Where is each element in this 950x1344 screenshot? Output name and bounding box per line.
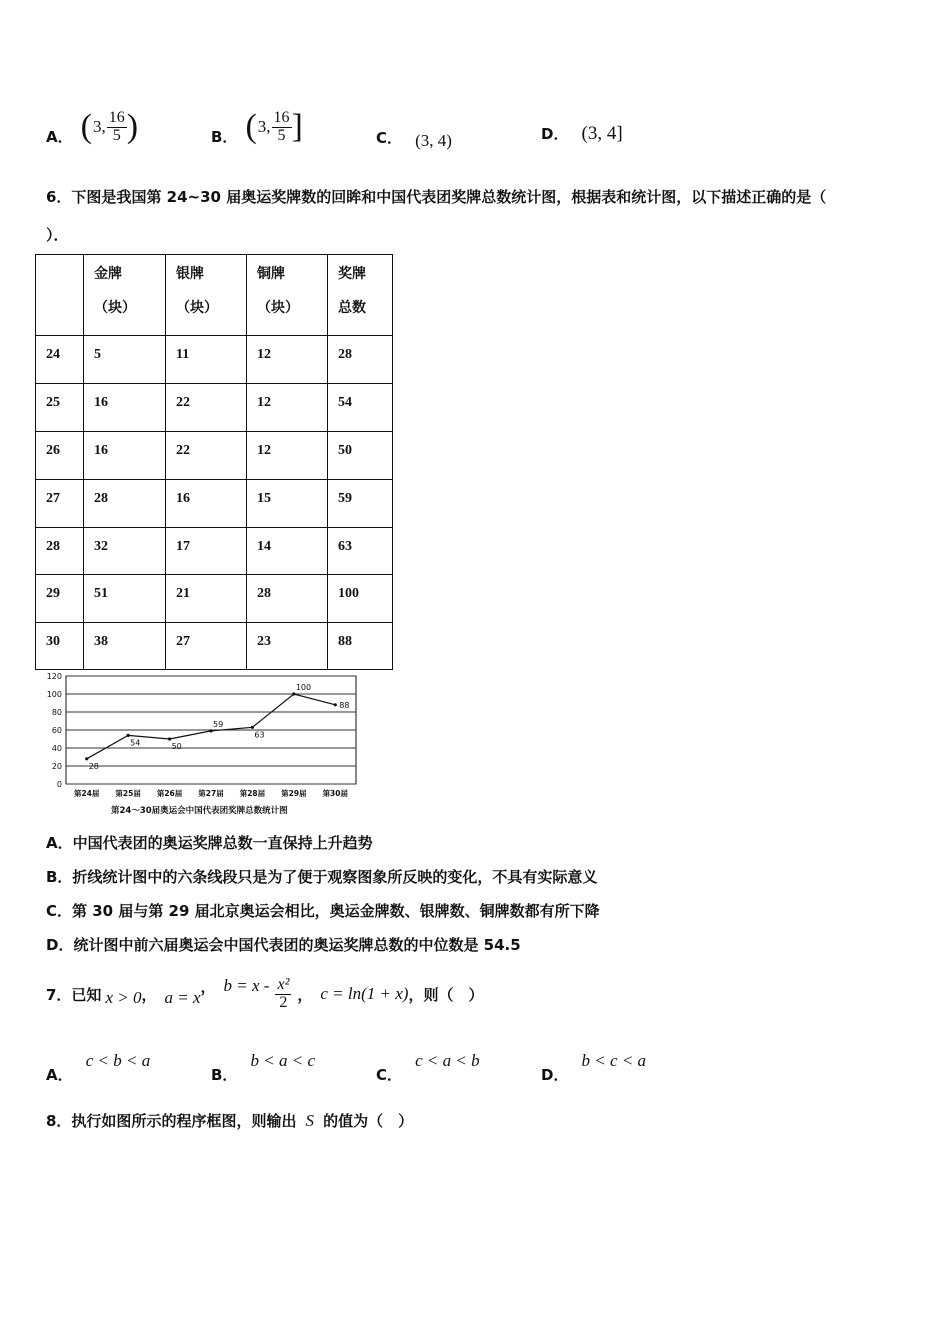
chart-x-ticks — [74, 788, 349, 798]
x-tick-label: 第27届 — [198, 789, 224, 798]
data-label: 59 — [213, 719, 224, 729]
q5-option-d — [541, 123, 623, 145]
chart-title: 第24～30届奥运会中国代表团奖牌总数统计图 — [111, 806, 288, 816]
q5-option-b-open: ( — [245, 108, 257, 145]
q7-condition: x > 0 — [105, 988, 142, 1007]
table-row: 28 32 17 14 63 — [36, 528, 393, 575]
q7-option-b — [211, 1050, 316, 1084]
data-label: 54 — [130, 738, 141, 748]
q7-sep1: ， — [141, 985, 157, 1004]
data-label: 50 — [171, 742, 182, 751]
q7-sep3: ， — [297, 985, 313, 1004]
header-cell-total: 奖牌 总数 — [328, 255, 393, 336]
q8-suffix: 的值为（ ） — [323, 1112, 414, 1130]
q6-option-c: C．第 30 届与第 29 届北京奥运会相比，奥运金牌数、银牌数、铜牌数都有所下降 — [46, 902, 600, 920]
header-cell-bronze: 铜牌 （块） — [247, 255, 328, 336]
q5-option-b — [211, 104, 303, 150]
q5-option-b-close: ] — [291, 108, 303, 145]
medal-table — [35, 254, 393, 670]
q6-option-d: D．统计图中前六届奥运会中国代表团的奥运奖牌总数的中位数是 54.5 — [46, 936, 521, 954]
data-label: 63 — [254, 730, 265, 740]
data-point — [334, 703, 337, 706]
series-line — [87, 694, 336, 759]
medal-table-header — [36, 255, 393, 336]
medal-total-line-chart — [36, 670, 366, 820]
data-point — [127, 734, 130, 737]
q5-option-a — [46, 104, 138, 150]
y-tick-label: 60 — [51, 726, 62, 735]
x-tick-label: 第25届 — [115, 789, 141, 798]
q5-option-d-label: D． — [541, 125, 569, 143]
q5-option-d-expr: (3, 4] — [581, 123, 623, 144]
header-cell-gold: 金牌 （块） — [84, 255, 166, 336]
q5-option-c — [376, 127, 452, 148]
q6-stem-line1: 6．下图是我国第 24~30 届奥运奖牌数的回眸和中国代表团奖牌总数统计图，根据表和统计图，以下描述正确的是（ — [46, 188, 827, 206]
q7-suffix: ，则（ ） — [408, 985, 484, 1004]
table-row: 30 38 27 23 88 — [36, 623, 393, 670]
q7-b-fraction: $\frac{\text{x²}}{2}$ — [277, 975, 290, 1011]
y-tick-label: 80 — [51, 708, 62, 717]
q7-option-d-expr: b < c < a — [581, 1051, 647, 1070]
q5-option-a-fraction: $\frac{16}{5}$ — [108, 108, 125, 144]
x-tick-label: 第26届 — [156, 789, 183, 798]
x-tick-label: 第29届 — [281, 789, 307, 798]
q7-option-a — [46, 1050, 151, 1084]
q8-prefix: 8．执行如图所示的程序框图，则输出 — [46, 1112, 297, 1130]
q7-option-c-label: C． — [376, 1066, 403, 1084]
q7-option-a-label: A． — [46, 1066, 73, 1084]
q6-stem-line2: ）． — [46, 226, 69, 244]
q7-option-c — [376, 1050, 480, 1084]
data-point — [168, 737, 171, 740]
y-tick-label: 40 — [51, 744, 62, 753]
table-row: 29 51 21 28 100 — [36, 575, 393, 623]
q7-option-d — [541, 1050, 647, 1084]
q6-option-a: A．中国代表团的奥运奖牌总数一直保持上升趋势 — [46, 834, 373, 852]
header-cell-silver: 银牌 （块） — [166, 255, 247, 336]
q7-c-def: c = ln(1 + x) — [320, 984, 409, 1003]
q7-option-a-expr: c < b < a — [85, 1051, 151, 1070]
q7-b-def: b = x - — [223, 976, 270, 995]
data-point — [292, 692, 295, 695]
data-point — [85, 757, 88, 760]
data-label: 28 — [88, 761, 99, 771]
chart-data-labels — [89, 683, 350, 771]
data-point — [251, 726, 254, 729]
q5-option-c-expr: (3, 4) — [415, 131, 452, 150]
q7-prefix: 7．已知 — [46, 985, 102, 1004]
q5-option-a-open: ( — [80, 108, 92, 145]
q8-stem — [46, 1110, 413, 1131]
q5-option-a-label: A． — [46, 127, 73, 146]
q7-option-c-expr: c < a < b — [415, 1051, 480, 1070]
q6-option-b: B．折线统计图中的六条线段只是为了便于观察图象所反映的变化，不具有实际意义 — [46, 868, 598, 886]
y-tick-label: 120 — [46, 672, 62, 681]
q8-variable: S — [305, 1111, 315, 1130]
q5-option-c-label: C． — [376, 129, 403, 147]
chart-y-ticks — [47, 672, 62, 789]
q7-a-def: a = x — [164, 988, 201, 1007]
q5-option-b-fraction: $\frac{16}{5}$ — [273, 108, 290, 144]
y-tick-label: 100 — [46, 690, 62, 699]
q5-option-b-value: 3, — [257, 117, 271, 136]
header-cell-empty — [36, 255, 84, 336]
y-tick-label: 0 — [56, 780, 62, 789]
q7-option-d-label: D． — [541, 1066, 569, 1084]
q7-option-b-expr: b < a < c — [250, 1051, 316, 1070]
table-row: 26 16 22 12 50 — [36, 432, 393, 480]
data-label: 100 — [295, 683, 312, 692]
q7-option-b-label: B． — [211, 1066, 238, 1084]
table-row: 27 28 16 15 59 — [36, 480, 393, 528]
y-tick-label: 20 — [51, 762, 62, 771]
x-tick-label: 第28届 — [239, 789, 266, 798]
q7-sep2: ， — [200, 977, 216, 996]
q5-option-a-value: 3, — [92, 117, 106, 136]
q5-option-b-label: B． — [211, 127, 238, 146]
x-tick-label: 第30届 — [322, 789, 349, 798]
chart-points — [85, 692, 337, 760]
x-tick-label: 第24届 — [73, 789, 100, 798]
data-point — [209, 729, 212, 732]
table-row: 25 16 22 12 54 — [36, 384, 393, 432]
data-label: 88 — [339, 700, 350, 710]
q5-option-a-close: ) — [126, 108, 139, 145]
q7-stem — [46, 968, 484, 1020]
table-row: 24 5 11 12 28 — [36, 336, 393, 384]
